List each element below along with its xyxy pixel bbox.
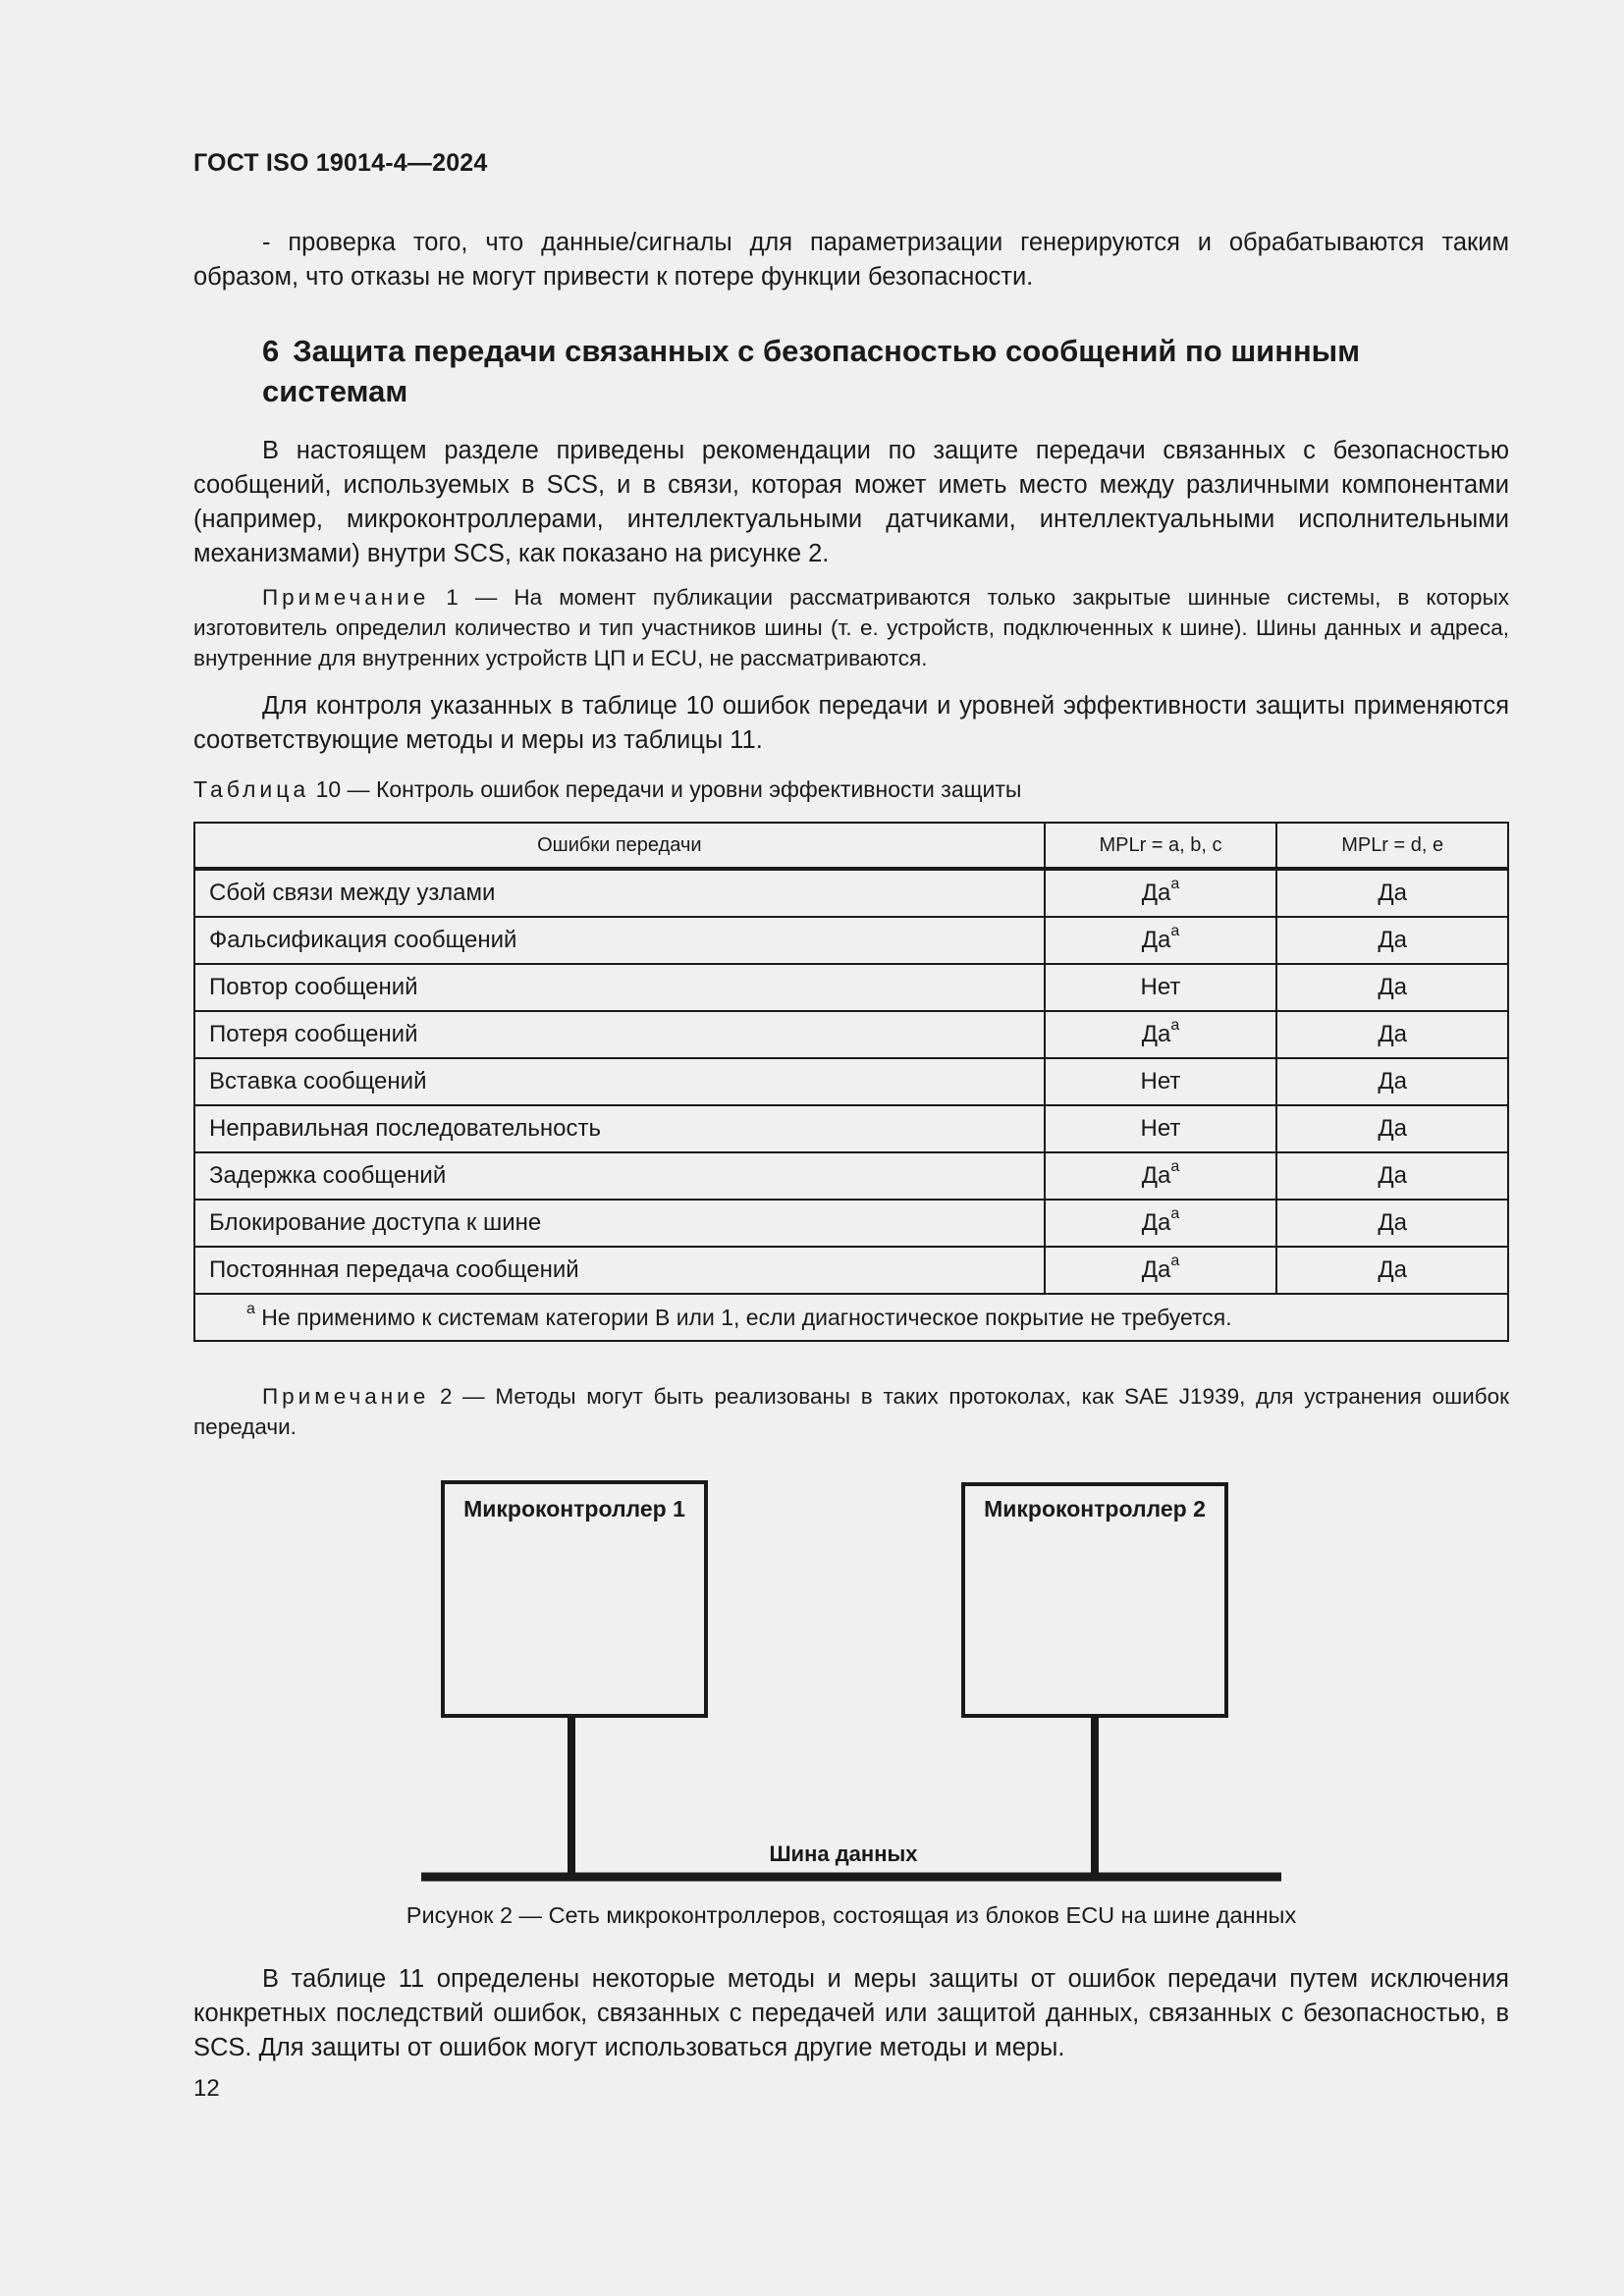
abc-cell: Нет: [1045, 1058, 1277, 1105]
abc-cell: Нет: [1045, 1105, 1277, 1152]
error-cell: Потеря сообщений: [194, 1011, 1045, 1058]
de-cell: Да: [1276, 964, 1508, 1011]
abc-cell: $Да^a$: [1045, 1247, 1277, 1294]
table-footnote: [194, 1294, 1508, 1341]
figure-2-caption: Рисунок 2 — Сеть микроконтроллеров, состоящая из блоков ECU на шине данных: [406, 1902, 1297, 1928]
error-cell: Задержка сообщений: [194, 1152, 1045, 1200]
abc-cell: $Да^a$: [1045, 869, 1277, 917]
header-cell: Ошибки передачи: [194, 823, 1045, 869]
footnote-mark: a: [246, 1300, 255, 1317]
paragraph-3: В таблице 11 определены некоторые методы и меры защиты от ошибок передачи путем исключения конкретных последствий ошибок, связанных с передачей или защитой данных, связанных с безопасностью, в SCS. Для защиты от ошибок могут использоваться другие методы и меры.: [193, 1965, 1509, 2061]
page-number: 12: [193, 2075, 220, 2102]
paragraph-2: Для контроля указанных в таблице 10 ошибок передачи и уровней эффективности защиты применяются соответствующие методы и меры из таблицы 11.: [193, 692, 1509, 754]
table-row: [194, 1105, 1508, 1152]
figure-2-diagram: [193, 1477, 1509, 1890]
table-row: [194, 1247, 1508, 1294]
note-2: [193, 1381, 1509, 1442]
abc-cell: $Да^a$: [1045, 1200, 1277, 1247]
table-row: [194, 1152, 1508, 1200]
section-heading: [262, 331, 1480, 411]
de-cell: Да: [1276, 1247, 1508, 1294]
document-header: ГОСТ ISO 19014-4—2024: [193, 149, 488, 177]
table-row: [194, 1011, 1508, 1058]
error-cell: Блокирование доступа к шине: [194, 1200, 1045, 1247]
table-row: [194, 964, 1508, 1011]
de-cell: Да: [1276, 1011, 1508, 1058]
de-cell: Да: [1276, 869, 1508, 917]
error-cell: Неправильная последовательность: [194, 1105, 1045, 1152]
note-2-label: Примечание: [262, 1384, 430, 1409]
error-cell: Повтор сообщений: [194, 964, 1045, 1011]
microcontroller-1-label: Микроконтроллер 1: [463, 1496, 685, 1522]
de-cell: Да: [1276, 1105, 1508, 1152]
table-10-caption: [193, 776, 1021, 803]
section-title: Защита передачи связанных с безопасностью сообщений по шинным системам: [262, 334, 1361, 408]
de-cell: Да: [1276, 1058, 1508, 1105]
note-1-label: Примечание: [262, 585, 430, 610]
error-cell: Фальсификация сообщений: [194, 917, 1045, 964]
table-row: [194, 1200, 1508, 1247]
de-cell: Да: [1276, 1200, 1508, 1247]
footnote-text: Не применимо к системам категории В или 1, если диагностическое покрытие не требуется.: [261, 1304, 1232, 1330]
intro-paragraph: - проверка того, что данные/сигналы для параметризации генерируются и обрабатываются таким образом, что отказы не могут привести к потере функции безопасности.: [193, 229, 1509, 291]
microcontroller-2-label: Микроконтроллер 2: [984, 1496, 1206, 1522]
abc-cell: Нет: [1045, 964, 1277, 1011]
table-row: [194, 917, 1508, 964]
table-10-caption-label: Таблица: [193, 776, 310, 802]
section-number: 6: [262, 334, 280, 368]
abc-cell: $Да^a$: [1045, 1011, 1277, 1058]
paragraph-1: В настоящем разделе приведены рекомендации по защите передачи связанных с безопасностью сообщений, используемых в SCS, и в связи, которая может иметь место между различными компонентами (например, микроконтроллерами, интеллектуальными датчиками, интеллектуальными исполнительными механизмами) внутри SCS, как показано на рисунке 2.: [193, 437, 1509, 567]
table-header-row: [194, 823, 1508, 869]
error-cell: Постоянная передача сообщений: [194, 1247, 1045, 1294]
error-cell: Вставка сообщений: [194, 1058, 1045, 1105]
de-cell: Да: [1276, 917, 1508, 964]
table-row: [194, 1058, 1508, 1105]
header-cell: MPLr = a, b, c: [1045, 823, 1277, 869]
error-cell: Сбой связи между узлами: [194, 869, 1045, 917]
note-1-text: 1 — На момент публикации рассматриваются только закрытые шинные системы, в которых изготовитель определил количество и тип участников шины (т. е. устройств, подключенных к шине). Шины данных и адреса, внутренние для внутренних устройств ЦП и ECU, не рассматриваются.: [193, 585, 1509, 670]
header-cell: MPLr = d, e: [1276, 823, 1508, 869]
note-2-text: 2 — Методы могут быть реализованы в таких протоколах, как SAE J1939, для устранения ошибок передачи.: [193, 1384, 1509, 1439]
table-footnote-row: [194, 1294, 1508, 1341]
note-1: [193, 582, 1509, 673]
table-row: [194, 869, 1508, 917]
table-10-caption-text: 10 — Контроль ошибок передачи и уровни эффективности защиты: [315, 776, 1022, 802]
data-bus-label: Шина данных: [769, 1842, 918, 1866]
de-cell: Да: [1276, 1152, 1508, 1200]
table-10: [193, 822, 1509, 1342]
abc-cell: $Да^a$: [1045, 917, 1277, 964]
abc-cell: $Да^a$: [1045, 1152, 1277, 1200]
